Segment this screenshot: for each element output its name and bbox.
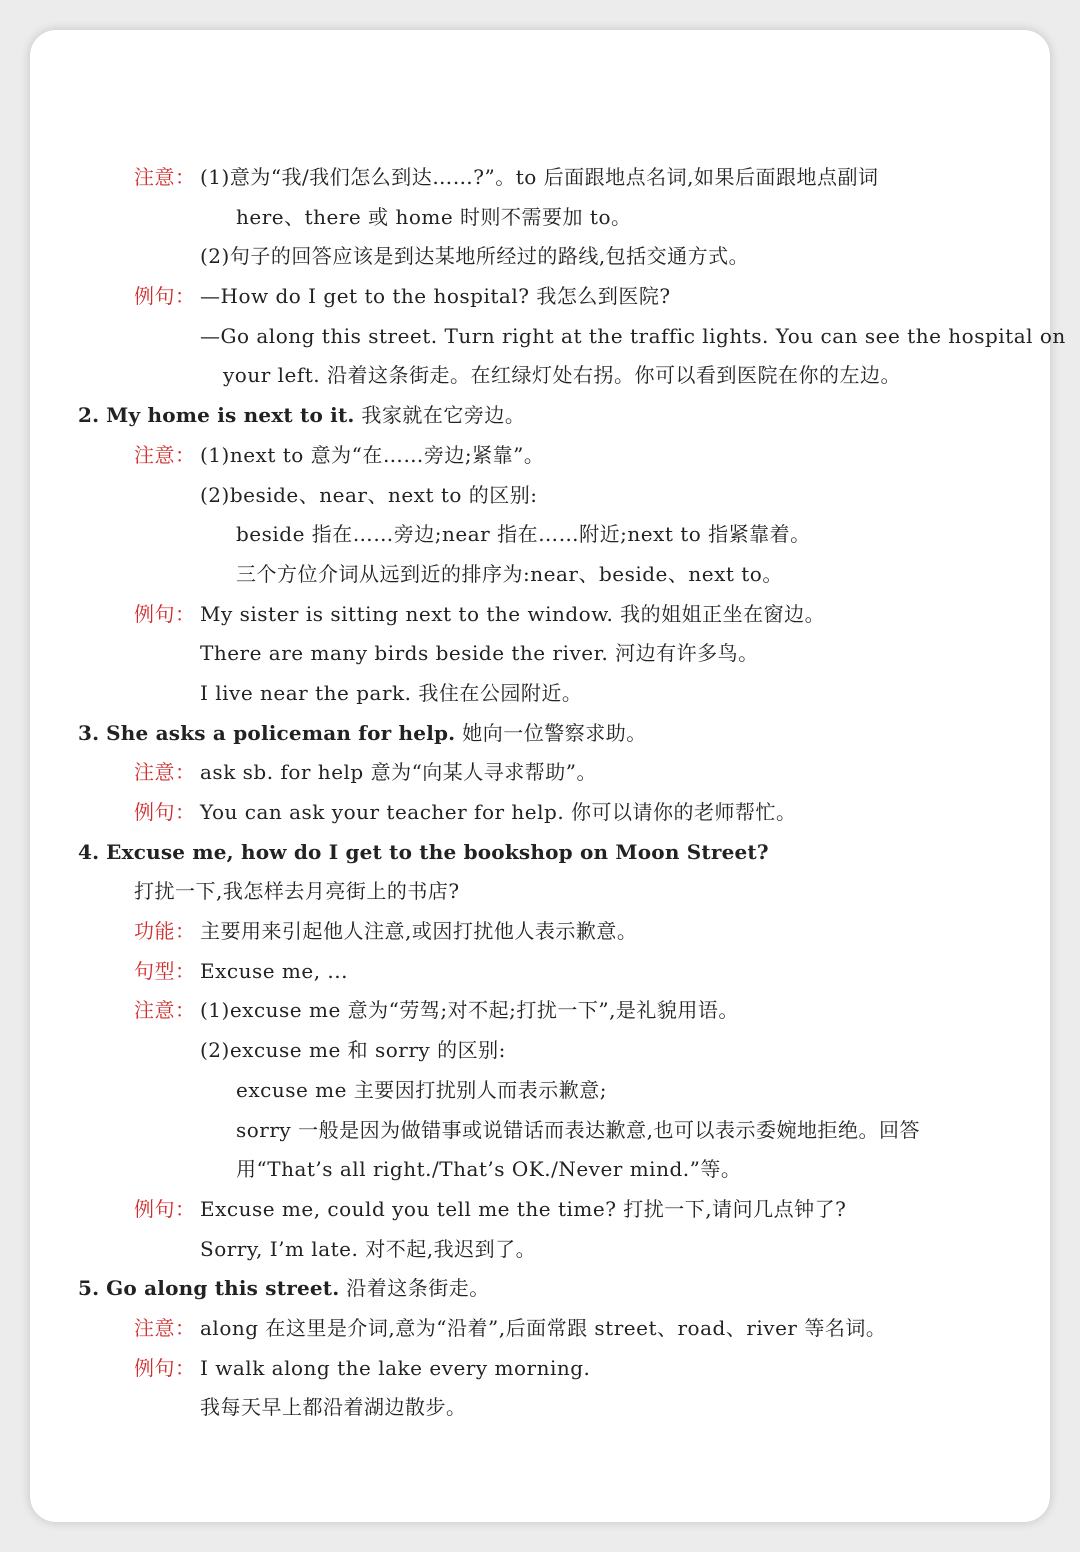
s4-ex2: Sorry, I’m late. 对不起,我迟到了。 [200, 1236, 537, 1261]
s2-ex3: I live near the park. 我住在公园附近。 [200, 680, 583, 705]
pattern-label: 句型： [134, 958, 196, 983]
note-label: 注意： [134, 998, 196, 1023]
note-label: 注意： [134, 760, 196, 785]
s1-ex1: —How do I get to the hospital? 我怎么到医院? [200, 284, 671, 309]
s4-example-line [78, 1190, 1008, 1230]
section-3-translation: 她向一位警察求助。 [462, 720, 647, 745]
note-label: 注意： [134, 165, 196, 189]
s4-pattern: Excuse me, ... [200, 958, 349, 983]
example-label: 例句： [134, 1355, 196, 1380]
s4-pattern-line [78, 952, 1008, 992]
s4-note2: (2)excuse me 和 sorry 的区别: [200, 1038, 506, 1063]
s4-function-line [78, 912, 1008, 952]
s1-ex2-cont: your left. 沿着这条街走。在红绿灯处右拐。你可以看到医院在你的左边。 [223, 363, 902, 388]
section-2-heading [78, 396, 1008, 436]
s1-note-line [78, 158, 1008, 198]
section-3-number: 3. [78, 720, 100, 745]
section-2-title: My home is next to it. [106, 403, 355, 428]
section-2-translation: 我家就在它旁边。 [361, 403, 526, 428]
section-5-translation: 沿着这条街走。 [346, 1276, 490, 1301]
s4-note2-c: 用“That’s all right./That’s OK./Never mind.”等。 [236, 1157, 742, 1182]
s1-note1: (1)意为“我/我们怎么到达……?”。to 后面跟地点名词,如果后面跟地点副词 [200, 165, 879, 189]
s5-ex1-trans: 我每天早上都沿着湖边散步。 [200, 1395, 467, 1420]
section-4-title: Excuse me, how do I get to the bookshop on Moon Street? [106, 839, 769, 864]
page-content [78, 158, 1066, 1428]
section-5-heading [78, 1269, 1008, 1309]
s5-note-line [78, 1309, 1008, 1349]
example-label: 例句： [134, 1196, 196, 1221]
s4-ex1: Excuse me, could you tell me the time? 打扰一下,请问几点钟了? [200, 1196, 847, 1221]
s3-ex: You can ask your teacher for help. 你可以请你的老师帮忙。 [200, 800, 797, 824]
s3-note-line [78, 753, 1008, 793]
s2-note2: (2)beside、near、next to 的区别: [200, 482, 538, 507]
s4-note1: (1)excuse me 意为“劳驾;对不起;打扰一下”,是礼貌用语。 [200, 998, 739, 1023]
s5-example-line [78, 1349, 1008, 1389]
section-5-title: Go along this street. [106, 1276, 340, 1301]
s2-ex1: My sister is sitting next to the window. 我的姐姐正坐在窗边。 [200, 601, 826, 626]
section-5-number: 5. [78, 1276, 100, 1301]
s1-ex2: —Go along this street. Turn right at the traffic lights. You can see the hospital on [200, 323, 1066, 348]
s2-note2-b: 三个方位介词从远到近的排序为:near、beside、next to。 [236, 561, 783, 586]
note-label: 注意： [134, 442, 196, 467]
example-label: 例句： [134, 284, 196, 309]
s5-ex1: I walk along the lake every morning. [200, 1355, 591, 1380]
s3-note: ask sb. for help 意为“向某人寻求帮助”。 [200, 760, 598, 785]
s2-example-line [78, 595, 1008, 635]
s3-example-line [78, 793, 1008, 833]
s1-example-line [78, 277, 1008, 317]
section-3-heading [78, 714, 1008, 754]
s1-note2: (2)句子的回答应该是到达某地所经过的路线,包括交通方式。 [200, 244, 750, 269]
s1-note1-cont: here、there 或 home 时则不需要加 to。 [236, 204, 632, 229]
s2-note-line [78, 436, 1008, 476]
s4-note-line [78, 991, 1008, 1031]
note-label: 注意： [134, 1315, 196, 1340]
s2-ex2: There are many birds beside the river. 河边有许多鸟。 [200, 641, 759, 666]
s2-note2-a: beside 指在……旁边;near 指在……附近;next to 指紧靠着。 [236, 522, 811, 547]
section-3-title: She asks a policeman for help. [106, 720, 456, 745]
section-4-translation: 打扰一下,我怎样去月亮街上的书店? [134, 879, 460, 904]
document-page [30, 30, 1066, 1522]
example-label: 例句： [134, 601, 196, 626]
s5-note: along 在这里是介词,意为“沿着”,后面常跟 street、road、river 等名词。 [200, 1315, 887, 1340]
section-4-heading [78, 833, 1008, 873]
s2-note1: (1)next to 意为“在……旁边;紧靠”。 [200, 442, 545, 467]
example-label: 例句： [134, 800, 196, 824]
s4-note2-a: excuse me 主要因打扰别人而表示歉意; [236, 1077, 608, 1102]
section-2-number: 2. [78, 403, 100, 428]
section-4-number: 4. [78, 839, 100, 864]
function-label: 功能： [134, 919, 196, 944]
s4-function: 主要用来引起他人注意,或因打扰他人表示歉意。 [200, 919, 638, 944]
s4-note2-b: sorry 一般是因为做错事或说错话而表达歉意,也可以表示委婉地拒绝。回答 [236, 1117, 920, 1142]
